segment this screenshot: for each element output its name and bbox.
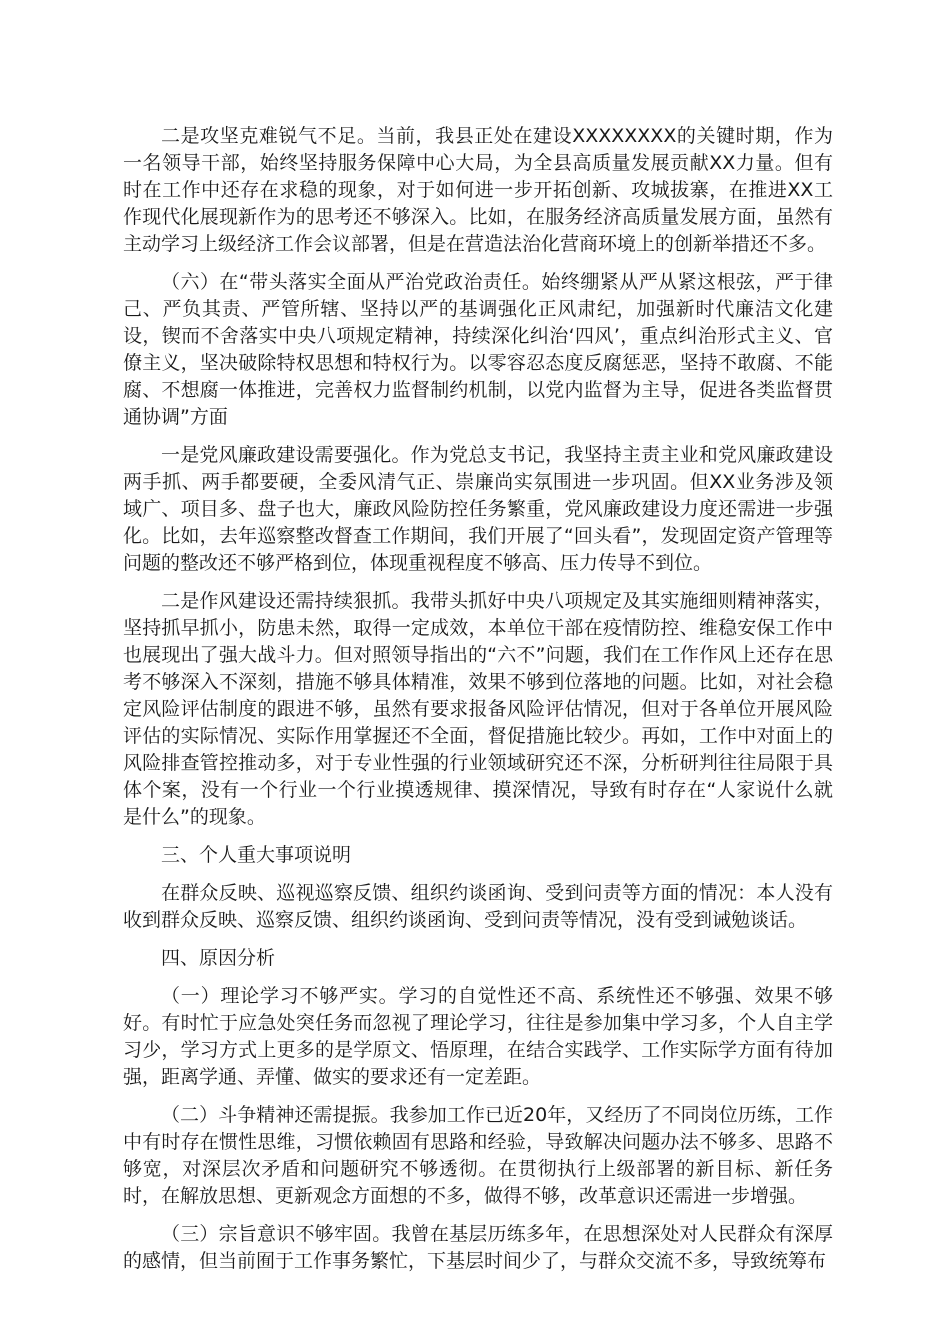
paragraph-tackle-difficulties: 二是攻坚克难锐气不足。当前，我县正处在建设XXXXXXXX的关键时期，作为一名领导干部，始终坚持服务保障中心大局，为全县高质量发展贡献XX力量。但有时在工作中还存在求稳的现象，对于如何进一步开拓创新、攻城拔寨，在推进XX工作现代化展现新作为的思考还不够深入。比如，在服务经济高质量发展方面，虽然有主动学习上级经济工作会议部署，但是在营造法治化营商环境上的创新举措还不多。 [123, 125, 833, 255]
document-body [123, 123, 833, 1286]
paragraph-fighting-spirit: （二）斗争精神还需提振。我参加工作已近20年，又经历了不同岗位历练，工作中有时存在惯性思维，习惯依赖固有思路和经验，导致解决问题办法不够多、思路不够宽，对深层次矛盾和问题研究不够透彻。在贯彻执行上级部署的新目标、新任务时，在解放思想、更新观念方面想的不多，做得不够，改革意识还需进一步增强。 [123, 1104, 833, 1207]
paragraph-section-six: （六）在“带头落实全面从严治党政治责任。始终绷紧从严从紧这根弦，严于律己、严负其责、严管所辖、坚持以严的基调强化正风肃纪，加强新时代廉洁文化建设，锲而不舍落实中央八项规定精神，持续深化纠治‘四风’，重点纠治形式主义、官僚主义，坚决破除特权思想和特权行为。以零容忍态度反腐惩恶，坚持不敢腐、不能腐、不想腐一体推进，完善权力监督制约机制，以党内监督为主导，促进各类监督贯通协调”方面 [123, 271, 833, 428]
heading-cause-analysis: 四、原因分析 [161, 947, 276, 969]
paragraph-theory-study: （一）理论学习不够严实。学习的自觉性还不高、系统性还不够强、效果不够好。有时忙于应急处突任务而忽视了理论学习，往往是参加集中学习多，个人自主学习少，学习方式上更多的是学原文、悟原理，在结合实践学、工作实际学方面有待加强，距离学通、弄懂、做实的要求还有一定差距。 [123, 985, 833, 1088]
paragraph-purpose-awareness: （三）宗旨意识不够牢固。我曾在基层历练多年，在思想深处对人民群众有深厚的感情，但当前囿于工作事务繁忙，下基层时间少了，与群众交流不多，导致统筹布 [123, 1223, 833, 1272]
paragraph-work-style: 二是作风建设还需持续狠抓。我带头抓好中央八项规定及其实施细则精神落实，坚持抓早抓小，防患未然，取得一定成效，本单位干部在疫情防控、维稳安保工作中也展现出了强大战斗力。但对照领导指出的“六不”问题，我们在工作作风上还存在思考不够深入不深刻，措施不够具体精准，效果不够到位落地的问题。比如，对社会稳定风险评估制度的跟进不够，虽然有要求报备风险评估情况，但对于各单位开展风险评估的实际情况、实际作用掌握还不全面，督促措施比较少。再如，工作中对面上的风险排查管控推动多，对于专业性强的行业领域研究还不深，分析研判往往局限于具体个案，没有一个行业一个行业摸透规律、摸深情况，导致有时存在“人家说什么就是什么”的现象。 [123, 590, 833, 828]
heading-personal-matters: 三、个人重大事项说明 [161, 844, 352, 866]
paragraph-clean-governance: 一是党风廉政建设需要强化。作为党总支书记，我坚持主责主业和党风廉政建设两手抓、两手都要硬，全委风清气正、崇廉尚实氛围进一步巩固。但XX业务涉及领域广、项目多、盘子也大，廉政风险防控任务繁重，党风廉政建设力度还需进一步强化。比如，去年巡察整改督查工作期间，我们开展了“回头看”，发现固定资产管理等问题的整改还不够严格到位，体现重视程度不够高、压力传导不到位。 [123, 444, 833, 574]
paragraph-personal-matters: 在群众反映、巡视巡察反馈、组织约谈函询、受到问责等方面的情况：本人没有收到群众反映、巡察反馈、组织约谈函询、受到问责等情况，没有受到诫勉谈话。 [123, 882, 833, 931]
